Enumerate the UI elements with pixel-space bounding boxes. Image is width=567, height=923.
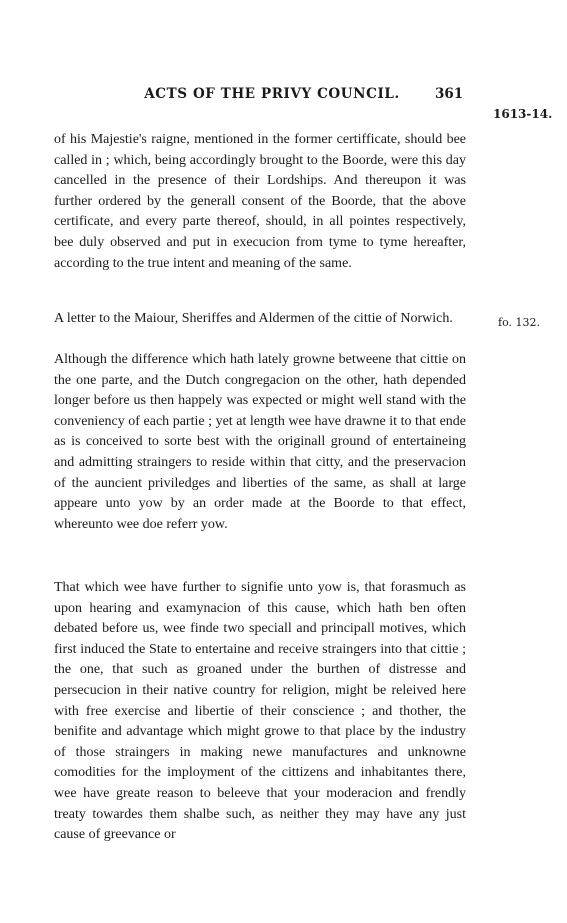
- paragraph-continuation: of his Majestie's raigne, mentioned in the former certifficate, should bee called in ; which, being accordingly brought to the Boorde, were this day cancelled in the presence of their Lordships. And thereupon it was further ordered by the generall consent of the Boorde, that the above certificate, and every parte thereof, should, in all pointes respectively, bee duly observed and put in execucion from tyme to tyme hereafter, according to the true intent and meaning of the same.: [54, 132, 466, 271]
- running-header-title: ACTS OF THE PRIVY COUNCIL.: [144, 86, 400, 102]
- paragraph-although: Although the difference which hath lately growne betweene that cittie on the one parte, and the Dutch congregacion on the other, hath depended longer before us then happely was expected or might well stand with the conveniency of each partie ; yet at length wee have drawne it to that ende as is conceived to sorte best with the originall ground of entertaineing and admitting straingers to reside within that citty, and the preservacion of the auncient priviledges and liberties of the same, as shall at large appeare unto yow by an order made at the Boorde to that effect, whereunto wee doe referr yow.: [54, 352, 466, 532]
- letter-heading: A letter to the Maiour, Sheriffes and Aldermen of the cittie of Norwich.: [54, 311, 453, 326]
- margin-year-note: 1613-14.: [493, 107, 553, 121]
- margin-folio-note: fo. 132.: [498, 316, 540, 329]
- paragraph-that-which: That which wee have further to signifie unto yow is, that forasmuch as upon hearing and examynacion of this cause, which hath ben often debated before us, wee finde two speciall and principall motives, which first induced the State to entertaine and receive straingers into that cittie ; the one, that such as groaned under the burthen of distresse and persecucion in their native country for religion, might be releived here with free exercise and libertie of their conscience ; and thother, the benifite and advantage which might growe to that place by the industry of those straingers in making newe manufactures and unknowne comodities for the imployment of the cittizens and inhabitantes there, wee have greate reason to beleeve that your moderacion and frendly treaty towardes them shalbe such, as neither they may have any just cause of greevance or: [54, 580, 466, 843]
- page-number: 361: [435, 86, 464, 102]
